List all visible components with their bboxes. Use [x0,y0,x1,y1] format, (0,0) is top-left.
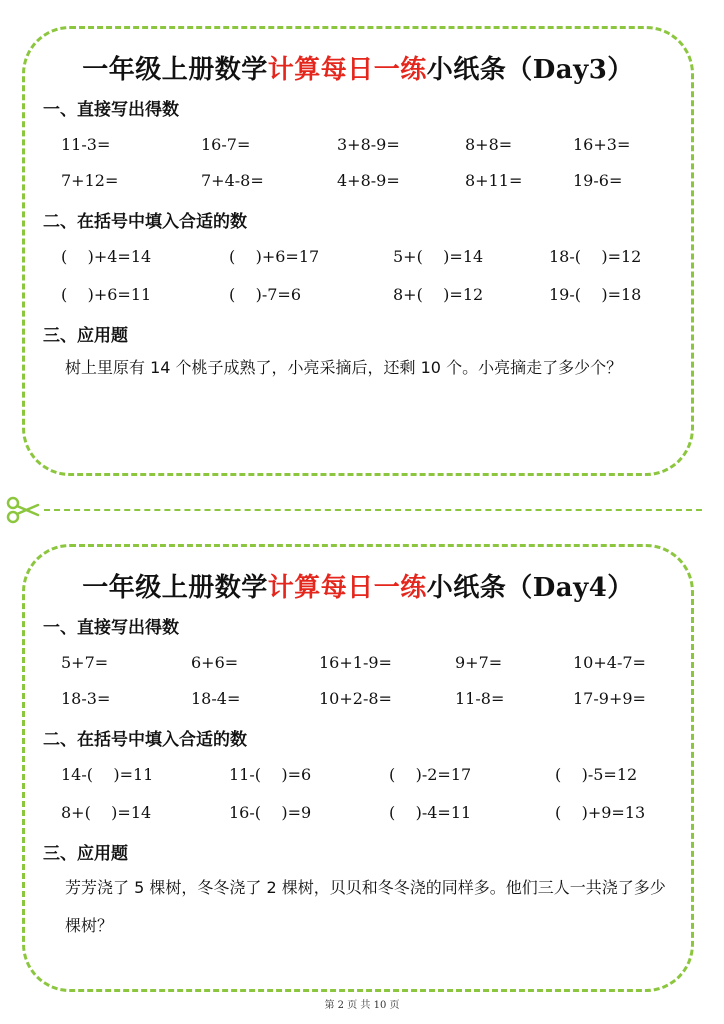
problem-item: 4+8-9= [337,171,400,190]
problem-item: 10+2-8= [319,689,392,708]
problem-item: ( )-4=11 [389,803,472,822]
problem-item: 7+12= [61,171,119,190]
cut-line [44,509,702,511]
section-heading-direct-answers: 一、直接写出得数 [43,100,179,120]
problem-item: 8+( )=14 [61,803,152,822]
section-heading-direct-answers: 一、直接写出得数 [43,618,179,638]
scissors-icon [6,495,40,525]
problem-item: ( )-7=6 [229,285,301,304]
worksheet-card-day4 [22,544,694,992]
problem-item: 11-8= [455,689,505,708]
problem-item: 6+6= [191,653,239,672]
problem-item: 11-( )=6 [229,765,312,784]
problem-item: 9+7= [455,653,503,672]
card-title: 一年级上册数学计算每日一练小纸条（Day3） [82,55,634,85]
problem-item: 18-3= [61,689,111,708]
problem-item: ( )+6=11 [61,285,152,304]
problem-item: 16+1-9= [319,653,392,672]
problem-item: 14-( )=11 [61,765,154,784]
worksheet-card-day3 [22,26,694,476]
card-title: 一年级上册数学计算每日一练小纸条（Day4） [82,573,634,603]
problem-item: ( )+4=14 [61,247,152,266]
problem-item: ( )+6=17 [229,247,320,266]
problem-item: 19-( )=18 [549,285,642,304]
problem-item: 5+7= [61,653,109,672]
problem-item: 16-( )=9 [229,803,312,822]
problem-item: 8+8= [465,135,513,154]
problem-item: 5+( )=14 [393,247,484,266]
problem-item: 16+3= [573,135,631,154]
problem-item: 18-4= [191,689,241,708]
problem-item: ( )-2=17 [389,765,472,784]
problem-item: 7+4-8= [201,171,264,190]
problem-item: 19-6= [573,171,623,190]
problem-item: 17-9+9= [573,689,646,708]
problem-item: 18-( )=12 [549,247,642,266]
word-problem-text: 芳芳浇了 5 棵树，冬冬浇了 2 棵树，贝贝和冬冬浇的同样多。他们三人一共浇了多少棵树？ [65,878,666,935]
section-heading-word-problem: 三、应用题 [43,844,128,864]
problem-item: 10+4-7= [573,653,646,672]
problem-item: 8+( )=12 [393,285,484,304]
problem-item: ( )-5=12 [555,765,638,784]
problem-item: 3+8-9= [337,135,400,154]
section-heading-fill-brackets: 二、在括号中填入合适的数 [43,212,247,232]
problem-item: 11-3= [61,135,111,154]
section-heading-fill-brackets: 二、在括号中填入合适的数 [43,730,247,750]
page-footer: 第 2 页 共 10 页 [324,1000,400,1011]
problem-item: ( )+9=13 [555,803,646,822]
problem-item: 8+11= [465,171,523,190]
problem-item: 16-7= [201,135,251,154]
word-problem-text: 树上里原有 14 个桃子成熟了，小亮采摘后，还剩 10 个。小亮摘走了多少个？ [65,358,623,377]
section-heading-word-problem: 三、应用题 [43,326,128,346]
